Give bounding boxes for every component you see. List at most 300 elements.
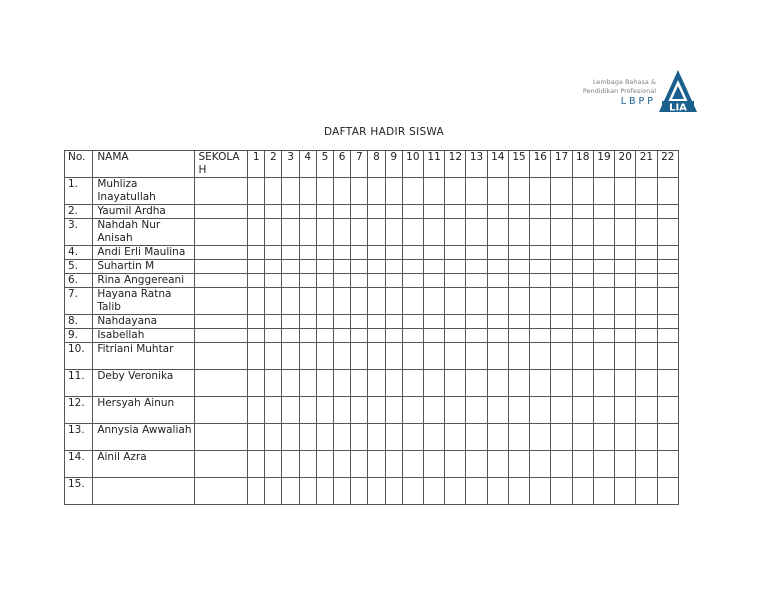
attendance-cell xyxy=(248,274,265,288)
school-cell xyxy=(195,370,248,397)
attendance-cell xyxy=(299,288,316,315)
attendance-cell xyxy=(316,397,333,424)
attendance-cell xyxy=(334,315,351,329)
attendance-cell xyxy=(508,178,529,205)
attendance-cell xyxy=(282,343,299,370)
attendance-cell xyxy=(265,260,282,274)
table-row xyxy=(65,397,679,424)
attendance-cell xyxy=(508,260,529,274)
attendance-cell xyxy=(351,315,368,329)
attendance-cell xyxy=(248,343,265,370)
attendance-cell xyxy=(423,178,444,205)
attendance-cell xyxy=(265,451,282,478)
attendance-cell xyxy=(265,478,282,505)
attendance-cell xyxy=(282,246,299,260)
attendance-cell xyxy=(466,178,487,205)
attendance-cell xyxy=(423,343,444,370)
attendance-cell xyxy=(636,288,657,315)
attendance-cell xyxy=(402,329,423,343)
attendance-cell xyxy=(316,219,333,246)
header-day: 9 xyxy=(385,151,402,178)
attendance-cell xyxy=(508,397,529,424)
attendance-cell xyxy=(593,424,614,451)
attendance-cell xyxy=(385,424,402,451)
attendance-cell xyxy=(282,274,299,288)
attendance-cell xyxy=(248,178,265,205)
student-name: Suhartin M xyxy=(93,260,195,274)
attendance-cell xyxy=(351,370,368,397)
attendance-cell xyxy=(299,219,316,246)
attendance-cell xyxy=(445,370,466,397)
attendance-cell xyxy=(385,178,402,205)
attendance-cell xyxy=(299,343,316,370)
attendance-cell xyxy=(530,274,551,288)
attendance-cell xyxy=(551,246,572,260)
attendance-cell xyxy=(423,288,444,315)
attendance-cell xyxy=(334,219,351,246)
attendance-cell xyxy=(487,288,508,315)
row-number: 10. xyxy=(65,343,93,370)
student-name: Hayana Ratna Talib xyxy=(93,288,195,315)
attendance-cell xyxy=(265,205,282,219)
attendance-cell xyxy=(248,370,265,397)
attendance-cell xyxy=(282,329,299,343)
attendance-cell xyxy=(657,219,678,246)
attendance-cell xyxy=(615,205,636,219)
student-name: Annysia Awwaliah xyxy=(93,424,195,451)
attendance-cell xyxy=(402,219,423,246)
attendance-cell xyxy=(530,343,551,370)
attendance-cell xyxy=(572,370,593,397)
attendance-cell xyxy=(423,219,444,246)
attendance-cell xyxy=(593,451,614,478)
attendance-cell xyxy=(657,451,678,478)
attendance-cell xyxy=(593,329,614,343)
attendance-cell xyxy=(615,343,636,370)
attendance-cell xyxy=(636,219,657,246)
attendance-cell xyxy=(368,288,385,315)
attendance-cell xyxy=(466,246,487,260)
attendance-cell xyxy=(572,288,593,315)
attendance-cell xyxy=(265,370,282,397)
header-day: 3 xyxy=(282,151,299,178)
attendance-cell xyxy=(265,329,282,343)
attendance-cell xyxy=(615,397,636,424)
attendance-cell xyxy=(402,288,423,315)
attendance-cell xyxy=(636,178,657,205)
attendance-cell xyxy=(657,288,678,315)
table-row xyxy=(65,260,679,274)
header-day: 15 xyxy=(508,151,529,178)
attendance-cell xyxy=(530,478,551,505)
header-day: 10 xyxy=(402,151,423,178)
attendance-cell xyxy=(316,315,333,329)
attendance-cell xyxy=(572,424,593,451)
attendance-cell xyxy=(385,329,402,343)
attendance-cell xyxy=(299,451,316,478)
attendance-cell xyxy=(508,315,529,329)
attendance-cell xyxy=(385,397,402,424)
attendance-cell xyxy=(316,329,333,343)
attendance-cell xyxy=(615,288,636,315)
attendance-cell xyxy=(445,205,466,219)
attendance-cell xyxy=(487,478,508,505)
attendance-cell xyxy=(551,260,572,274)
attendance-cell xyxy=(282,397,299,424)
attendance-cell xyxy=(593,315,614,329)
attendance-cell xyxy=(402,478,423,505)
attendance-cell xyxy=(508,424,529,451)
table-row xyxy=(65,205,679,219)
header-day: 13 xyxy=(466,151,487,178)
attendance-table xyxy=(64,150,679,505)
school-cell xyxy=(195,260,248,274)
attendance-cell xyxy=(402,451,423,478)
attendance-cell xyxy=(265,219,282,246)
row-number: 13. xyxy=(65,424,93,451)
attendance-cell xyxy=(445,274,466,288)
attendance-cell xyxy=(402,370,423,397)
attendance-cell xyxy=(351,329,368,343)
attendance-cell xyxy=(466,424,487,451)
table-row xyxy=(65,343,679,370)
attendance-cell xyxy=(615,370,636,397)
attendance-cell xyxy=(299,478,316,505)
header-day: 2 xyxy=(265,151,282,178)
attendance-cell xyxy=(530,424,551,451)
attendance-cell xyxy=(487,397,508,424)
attendance-cell xyxy=(248,219,265,246)
attendance-cell xyxy=(265,288,282,315)
attendance-cell xyxy=(385,205,402,219)
attendance-cell xyxy=(615,178,636,205)
attendance-cell xyxy=(657,205,678,219)
attendance-cell xyxy=(423,451,444,478)
row-number: 2. xyxy=(65,205,93,219)
attendance-cell xyxy=(487,370,508,397)
attendance-cell xyxy=(368,260,385,274)
attendance-cell xyxy=(402,260,423,274)
attendance-cell xyxy=(572,260,593,274)
attendance-cell xyxy=(385,315,402,329)
attendance-cell xyxy=(487,329,508,343)
attendance-cell xyxy=(299,315,316,329)
attendance-cell xyxy=(657,424,678,451)
attendance-cell xyxy=(316,451,333,478)
attendance-cell xyxy=(636,370,657,397)
header-day: 20 xyxy=(615,151,636,178)
attendance-cell xyxy=(636,397,657,424)
attendance-cell xyxy=(385,451,402,478)
attendance-cell xyxy=(334,424,351,451)
attendance-cell xyxy=(572,274,593,288)
attendance-cell xyxy=(282,424,299,451)
attendance-cell xyxy=(508,451,529,478)
attendance-cell xyxy=(282,178,299,205)
student-name: Nahdah Nur Anisah xyxy=(93,219,195,246)
attendance-cell xyxy=(423,329,444,343)
attendance-cell xyxy=(334,329,351,343)
attendance-cell xyxy=(636,246,657,260)
attendance-cell xyxy=(402,397,423,424)
row-number: 15. xyxy=(65,478,93,505)
attendance-cell xyxy=(316,178,333,205)
attendance-cell xyxy=(466,315,487,329)
attendance-cell xyxy=(572,397,593,424)
attendance-cell xyxy=(385,343,402,370)
attendance-cell xyxy=(466,451,487,478)
attendance-cell xyxy=(551,397,572,424)
attendance-cell xyxy=(282,370,299,397)
attendance-cell xyxy=(334,246,351,260)
row-number: 4. xyxy=(65,246,93,260)
school-cell xyxy=(195,219,248,246)
attendance-cell xyxy=(385,274,402,288)
attendance-cell xyxy=(445,246,466,260)
attendance-cell xyxy=(508,274,529,288)
attendance-cell xyxy=(466,274,487,288)
attendance-cell xyxy=(572,478,593,505)
attendance-cell xyxy=(530,288,551,315)
attendance-cell xyxy=(282,205,299,219)
attendance-cell xyxy=(487,424,508,451)
attendance-cell xyxy=(572,246,593,260)
attendance-cell xyxy=(657,260,678,274)
attendance-cell xyxy=(636,343,657,370)
school-cell xyxy=(195,451,248,478)
attendance-cell xyxy=(368,451,385,478)
attendance-cell xyxy=(572,315,593,329)
attendance-cell xyxy=(282,478,299,505)
attendance-cell xyxy=(282,451,299,478)
attendance-cell xyxy=(385,478,402,505)
student-name: Deby Veronika xyxy=(93,370,195,397)
attendance-cell xyxy=(572,178,593,205)
attendance-cell xyxy=(657,343,678,370)
attendance-cell xyxy=(530,246,551,260)
attendance-cell xyxy=(445,329,466,343)
attendance-cell xyxy=(572,219,593,246)
attendance-cell xyxy=(445,397,466,424)
attendance-cell xyxy=(334,274,351,288)
table-row xyxy=(65,329,679,343)
attendance-cell xyxy=(368,397,385,424)
attendance-cell xyxy=(466,205,487,219)
attendance-cell xyxy=(385,370,402,397)
table-row xyxy=(65,246,679,260)
attendance-cell xyxy=(299,246,316,260)
attendance-cell xyxy=(316,274,333,288)
attendance-cell xyxy=(299,260,316,274)
attendance-cell xyxy=(265,397,282,424)
attendance-cell xyxy=(423,260,444,274)
logo-line-1: Lembaga Bahasa & xyxy=(592,78,656,86)
attendance-cell xyxy=(466,260,487,274)
attendance-cell xyxy=(385,260,402,274)
row-number: 9. xyxy=(65,329,93,343)
student-name: Nahdayana xyxy=(93,315,195,329)
row-number: 5. xyxy=(65,260,93,274)
attendance-cell xyxy=(508,219,529,246)
attendance-cell xyxy=(636,478,657,505)
attendance-cell xyxy=(615,478,636,505)
table-row xyxy=(65,178,679,205)
attendance-cell xyxy=(423,370,444,397)
row-number: 3. xyxy=(65,219,93,246)
attendance-cell xyxy=(402,246,423,260)
attendance-cell xyxy=(402,424,423,451)
attendance-cell xyxy=(593,343,614,370)
attendance-cell xyxy=(572,329,593,343)
header-row xyxy=(65,151,679,178)
school-cell xyxy=(195,205,248,219)
attendance-cell xyxy=(423,274,444,288)
attendance-cell xyxy=(572,343,593,370)
attendance-cell xyxy=(487,246,508,260)
header-day: 16 xyxy=(530,151,551,178)
attendance-cell xyxy=(593,397,614,424)
attendance-cell xyxy=(248,329,265,343)
attendance-cell xyxy=(282,315,299,329)
attendance-cell xyxy=(508,246,529,260)
student-name: Yaumil Ardha xyxy=(93,205,195,219)
attendance-cell xyxy=(316,205,333,219)
attendance-cell xyxy=(572,205,593,219)
attendance-cell xyxy=(282,219,299,246)
attendance-cell xyxy=(334,260,351,274)
attendance-cell xyxy=(572,451,593,478)
attendance-cell xyxy=(316,246,333,260)
logo-line-3: LBPP xyxy=(620,96,656,107)
attendance-cell xyxy=(445,178,466,205)
header-day: 1 xyxy=(248,151,265,178)
attendance-cell xyxy=(657,178,678,205)
attendance-cell xyxy=(508,343,529,370)
attendance-cell xyxy=(530,451,551,478)
attendance-cell xyxy=(402,343,423,370)
header-no: No. xyxy=(65,151,93,178)
attendance-cell xyxy=(423,397,444,424)
attendance-cell xyxy=(316,260,333,274)
attendance-cell xyxy=(593,246,614,260)
attendance-cell xyxy=(466,219,487,246)
attendance-cell xyxy=(248,288,265,315)
student-name: Isabellah xyxy=(93,329,195,343)
attendance-cell xyxy=(657,315,678,329)
header-day: 12 xyxy=(445,151,466,178)
attendance-cell xyxy=(334,178,351,205)
attendance-cell xyxy=(423,478,444,505)
attendance-cell xyxy=(423,246,444,260)
attendance-cell xyxy=(248,478,265,505)
attendance-cell xyxy=(530,205,551,219)
attendance-cell xyxy=(351,219,368,246)
attendance-cell xyxy=(423,315,444,329)
attendance-cell xyxy=(445,343,466,370)
attendance-cell xyxy=(402,315,423,329)
attendance-cell xyxy=(351,178,368,205)
school-cell xyxy=(195,274,248,288)
attendance-cell xyxy=(265,178,282,205)
attendance-cell xyxy=(551,424,572,451)
attendance-cell xyxy=(593,205,614,219)
attendance-cell xyxy=(368,178,385,205)
attendance-cell xyxy=(248,260,265,274)
attendance-cell xyxy=(316,424,333,451)
attendance-cell xyxy=(351,288,368,315)
table-row xyxy=(65,370,679,397)
attendance-cell xyxy=(351,397,368,424)
attendance-cell xyxy=(299,424,316,451)
attendance-cell xyxy=(402,178,423,205)
attendance-cell xyxy=(508,288,529,315)
attendance-cell xyxy=(445,219,466,246)
attendance-cell xyxy=(551,343,572,370)
attendance-cell xyxy=(265,424,282,451)
attendance-cell xyxy=(551,315,572,329)
attendance-cell xyxy=(299,397,316,424)
header-day: 14 xyxy=(487,151,508,178)
attendance-cell xyxy=(334,343,351,370)
attendance-cell xyxy=(351,451,368,478)
attendance-cell xyxy=(487,260,508,274)
attendance-cell xyxy=(530,178,551,205)
attendance-cell xyxy=(487,343,508,370)
attendance-cell xyxy=(657,246,678,260)
table-row xyxy=(65,274,679,288)
attendance-cell xyxy=(657,370,678,397)
attendance-cell xyxy=(299,274,316,288)
student-name: Muhliza Inayatullah xyxy=(93,178,195,205)
attendance-cell xyxy=(368,205,385,219)
attendance-cell xyxy=(385,288,402,315)
attendance-cell xyxy=(334,370,351,397)
attendance-cell xyxy=(551,288,572,315)
header-day: 18 xyxy=(572,151,593,178)
page-title: DAFTAR HADIR SISWA xyxy=(323,126,445,138)
attendance-cell xyxy=(636,260,657,274)
attendance-cell xyxy=(466,478,487,505)
attendance-cell xyxy=(487,315,508,329)
school-cell xyxy=(195,329,248,343)
header-day: 7 xyxy=(351,151,368,178)
attendance-cell xyxy=(265,246,282,260)
table-row xyxy=(65,424,679,451)
attendance-cell xyxy=(265,343,282,370)
attendance-cell xyxy=(615,424,636,451)
header-day: 19 xyxy=(593,151,614,178)
attendance-cell xyxy=(636,329,657,343)
attendance-cell xyxy=(299,329,316,343)
attendance-cell xyxy=(551,178,572,205)
attendance-cell xyxy=(615,451,636,478)
attendance-cell xyxy=(368,246,385,260)
attendance-cell xyxy=(636,451,657,478)
attendance-cell xyxy=(248,397,265,424)
attendance-cell xyxy=(508,370,529,397)
attendance-cell xyxy=(508,478,529,505)
attendance-cell xyxy=(593,288,614,315)
attendance-cell xyxy=(636,205,657,219)
header-day: 6 xyxy=(334,151,351,178)
school-cell xyxy=(195,397,248,424)
school-cell xyxy=(195,288,248,315)
attendance-cell xyxy=(445,424,466,451)
attendance-cell xyxy=(530,329,551,343)
header-nama: NAMA xyxy=(93,151,195,178)
header-day: 8 xyxy=(368,151,385,178)
header-sekolah: SEKOLAH xyxy=(195,151,248,178)
